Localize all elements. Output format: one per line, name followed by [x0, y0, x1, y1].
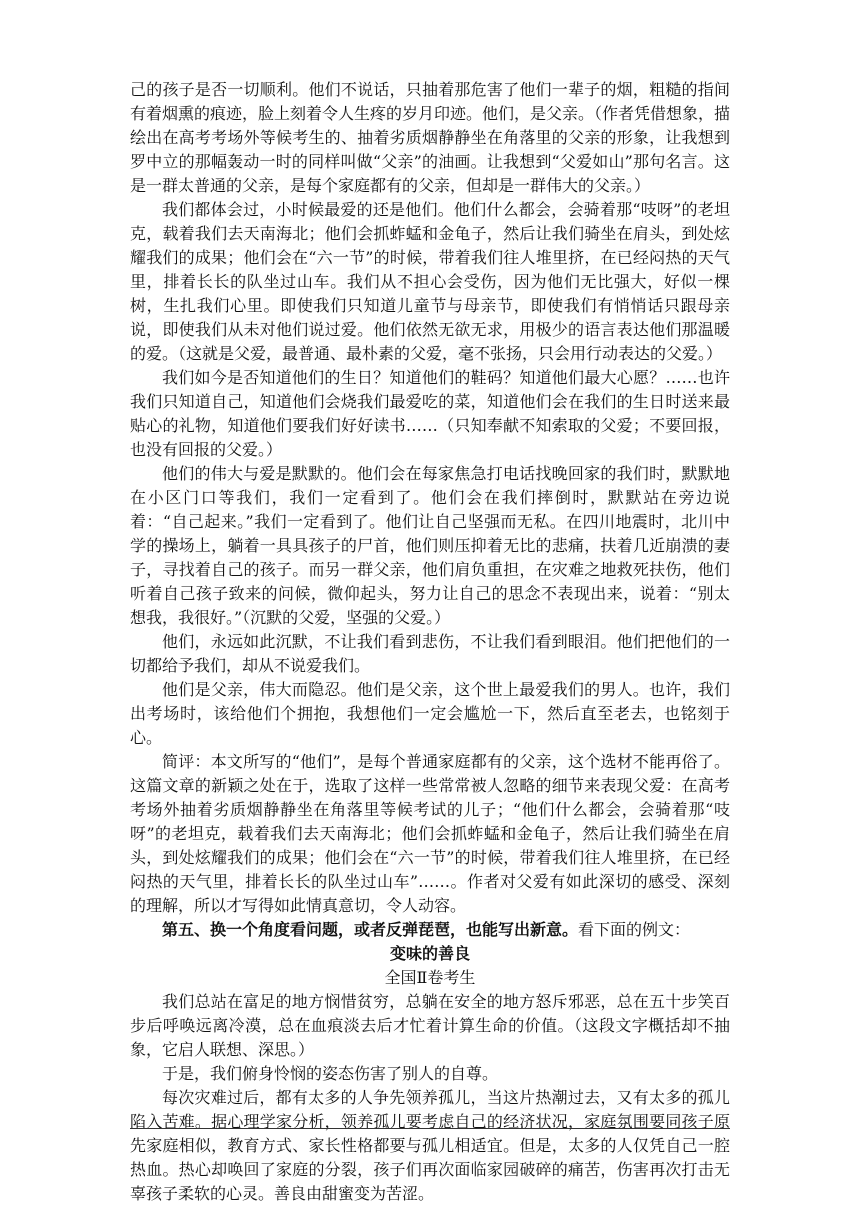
- essay-title: 变味的善良: [389, 944, 470, 963]
- essay-paragraph: 我们总站在富足的地方悯惜贫穷，总躺在安全的地方怒斥邪恶，总在五十步笑百步后呼唤远离冷漠，总在血痕淡去后才忙着计算生命的价值。（这段文字概括却不抽象，它启人联想、深思。）: [130, 992, 730, 1059]
- commentary-paragraph: 简评：本文所写的“他们”，是每个普通家庭都有的父亲，这个选材不能再俗了。这篇文章的新颖之处在于，选取了这样一些常常被人忽略的细节来表现父爱：在高考考场外抽着劣质烟静静坐在角落里等候考试的儿子；“他们什么都会，会骑着那“吱呀”的老坦克，载着我们去天南海北；他们会抓蚱蜢和金龟子，然后让我们骑坐在肩头，到处炫耀我们的成果；他们会在“六一节”的时候，带着我们往人堆里挤，在已经闷热的天气里，排着长长的队坐过山车”……。作者对父爱有如此深切的感受、深刻的理解，所以才写得如此情真意切，令人动容。: [130, 752, 730, 915]
- essay-paragraph: 于是，我们俯身怜悯的姿态伤害了别人的自尊。: [162, 1064, 499, 1083]
- document-page: [130, 78, 730, 1206]
- section-heading-rest: 看下面的例文：: [578, 920, 691, 939]
- body-paragraph: 己的孩子是否一切顺利。他们不说话，只抽着那危害了他们一辈子的烟，粗糙的指间有着烟熏的痕迹，脸上刻着令人生疼的岁月印迹。他们，是父亲。（作者凭借想象，描绘出在高考考场外等候考生的、抽着劣质烟静静坐在角落里的父亲的形象，让我想到罗中立的那幅轰动一时的同样叫做“父亲”的油画。让我想到“父爱如山”那句名言。这是一群太普通的父亲，是每个家庭都有的父亲，但却是一群伟大的父亲。）: [130, 80, 731, 195]
- section-heading: [130, 918, 730, 942]
- section-heading-bold: 第五、换一个角度看问题，或者反弹琵琶，也能写出新意。: [162, 920, 579, 939]
- body-paragraph: 我们如今是否知道他们的生日？知道他们的鞋码？知道他们最大心愿？……也许我们只知道自己，知道他们会烧我们最爱吃的菜，知道他们会在我们的生日时送来最贴心的礼物，知道他们要我们好好读书……（只知奉献不知索取的父爱；不要回报，也没有回报的父爱。）: [130, 368, 730, 459]
- essay-author: 全国Ⅱ卷考生: [384, 968, 476, 987]
- body-paragraph: 他们的伟大与爱是默默的。他们会在每家焦急打电话找晚回家的我们时，默默地在小区门口等我们，我们一定看到了。他们会在我们摔倒时，默默站在旁边说着：“自己起来。”我们一定看到了。他们让自己坚强而无私。在四川地震时，北川中学的操场上，躺着一具具孩子的尸首，他们则压抑着无比的悲痛，扶着几近崩溃的妻子，寻找着自己的孩子。而另一群父亲，他们肩负重担，在灾难之地救死扶伤，他们听着自己孩子致来的问候，微仰起头，努力让自己的思念不表现出来，说着：“别太想我，我很好。”（沉默的父爱，坚强的父爱。）: [130, 464, 730, 627]
- body-paragraph: 我们都体会过，小时候最爱的还是他们。他们什么都会，会骑着那“吱呀”的老坦克，载着我们去天南海北；他们会抓蚱蜢和金龟子，然后让我们骑坐在肩头，到处炫耀我们的成果；他们会在“六一节”的时候，带着我们往人堆里挤，在已经闷热的天气里，排着长长的队坐过山车。我们从不担心会受伤，因为他们无比强大，好似一棵树，生扎我们心里。即使我们只知道儿童节与母亲节，即使我们有悄悄话只跟母亲说，即使我们从未对他们说过爱。他们依然无欲无求，用极少的语言表达他们那温暖的爱。（这就是父爱，最普通、最朴素的父爱，毫不张扬，只会用行动表达的父爱。）: [130, 200, 730, 363]
- body-paragraph: 他们，永远如此沉默，不让我们看到悲伤，不让我们看到眼泪。他们把他们的一切都给予我们，却从不说爱我们。: [130, 632, 730, 675]
- footer-divider: [130, 1128, 730, 1129]
- body-paragraph: 他们是父亲，伟大而隐忍。他们是父亲，这个世上最爱我们的男人。也许，我们出考场时，该给他们个拥抱，我想他们一定会尴尬一下，然后直至老去，也铭刻于心。: [130, 680, 730, 747]
- essay-paragraph: 每次灾难过后，都有太多的人争先领养孤儿，当这片热潮过去，又有太多的孤儿陷入苦难。据心理学家分析，领养孤儿要考虑自己的经济状况，家庭氛围要同孩子原先家庭相似，教育方式、家长性格都要与孤儿相适宜。但是，太多的人仅凭自己一腔热血。热心却唤回了家庭的分裂，孩子们再次面临家园破碎的痛苦，伤害再次打击无辜孩子柔软的心灵。善良由甜蜜变为苦涩。: [130, 1088, 730, 1203]
